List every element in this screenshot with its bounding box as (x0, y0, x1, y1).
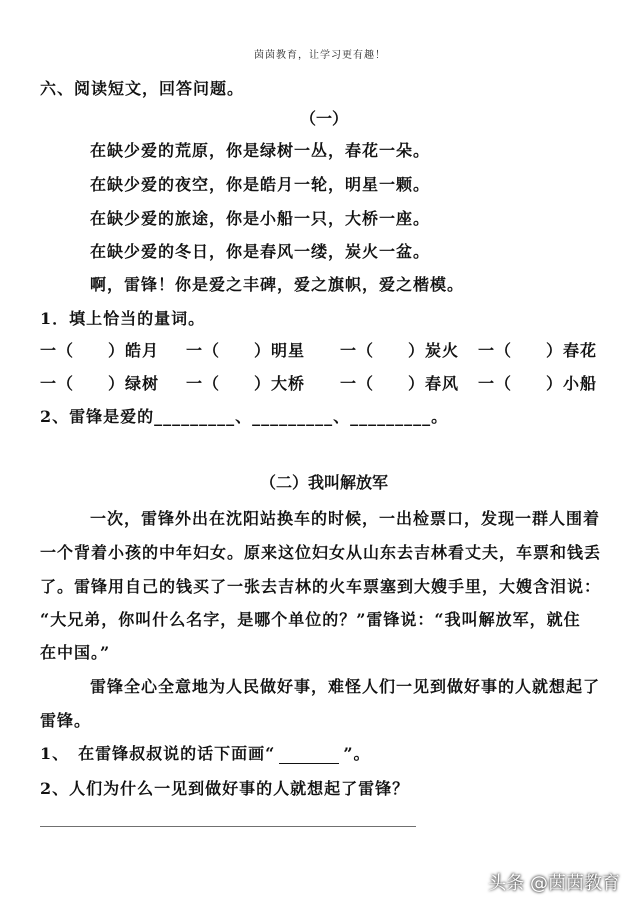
question-3-before: 1、 在雷锋叔叔说的话下面画“ (40, 744, 276, 763)
question-1: 1．填上恰当的量词。 (40, 309, 206, 328)
poem-line: 在缺少爱的荒原，你是绿树一丛，春花一朵。 (90, 141, 431, 160)
paragraph-line: 一次，雷锋外出在沈阳站换车的时候，一出检票口，发现一群人围着 (90, 509, 601, 528)
section-title: 六、阅读短文，回答问题。 (40, 79, 245, 98)
part1-title: （一） (300, 109, 349, 128)
paragraph-line: “大兄弟，你叫什么名字，是哪个单位的？”雷锋说：“我叫解放军，就住 (40, 610, 581, 629)
measure-word-item: 一（ ）春花 (478, 341, 598, 360)
paragraph-line: 在中国。” (40, 643, 111, 662)
underline-blank (279, 749, 339, 764)
answer-line: _______________________________________________ (40, 808, 416, 827)
measure-word-item: 一（ ）绿树 (40, 374, 160, 393)
poem-line: 在缺少爱的夜空，你是皓月一轮，明星一颗。 (90, 175, 431, 194)
measure-word-item: 一（ ）炭火 (340, 341, 460, 360)
poem-line: 在缺少爱的旅途，你是小船一只，大桥一座。 (90, 209, 431, 228)
poem-line: 啊，雷锋！你是爱之丰碑，爱之旗帜，爱之楷模。 (90, 275, 465, 294)
page-header: 茵茵教育，让学习更有趣！ (254, 50, 386, 61)
question-2: 2、雷锋是爱的_________、_________、_________。 (40, 407, 449, 426)
watermark: 头条 @茵茵教育 (488, 873, 620, 894)
question-3-after: ”。 (343, 744, 371, 763)
paragraph-line: 雷锋全心全意地为人民做好事，难怪人们一见到做好事的人就想起了 (90, 677, 601, 696)
paragraph-line: 了。雷锋用自己的钱买了一张去吉林的火车票塞到大嫂手里，大嫂含泪说： (40, 577, 602, 596)
question-4: 2、人们为什么一见到做好事的人就想起了雷锋？ (40, 779, 410, 798)
measure-word-item: 一（ ）皓月 (40, 341, 160, 360)
paragraph-line: 雷锋。 (40, 711, 92, 730)
poem-line: 在缺少爱的冬日，你是春风一缕，炭火一盆。 (90, 242, 431, 261)
measure-word-item: 一（ ）明星 (186, 341, 306, 360)
measure-word-item: 一（ ）春风 (340, 374, 460, 393)
part2-title: （二）我叫解放军 (260, 473, 389, 492)
measure-word-item: 一（ ）大桥 (186, 374, 306, 393)
paragraph-line: 一个背着小孩的中年妇女。原来这位妇女从山东去吉林看丈夫，车票和钱丢 (40, 543, 602, 562)
question-3 (40, 741, 371, 764)
measure-word-item: 一（ ）小船 (478, 374, 598, 393)
